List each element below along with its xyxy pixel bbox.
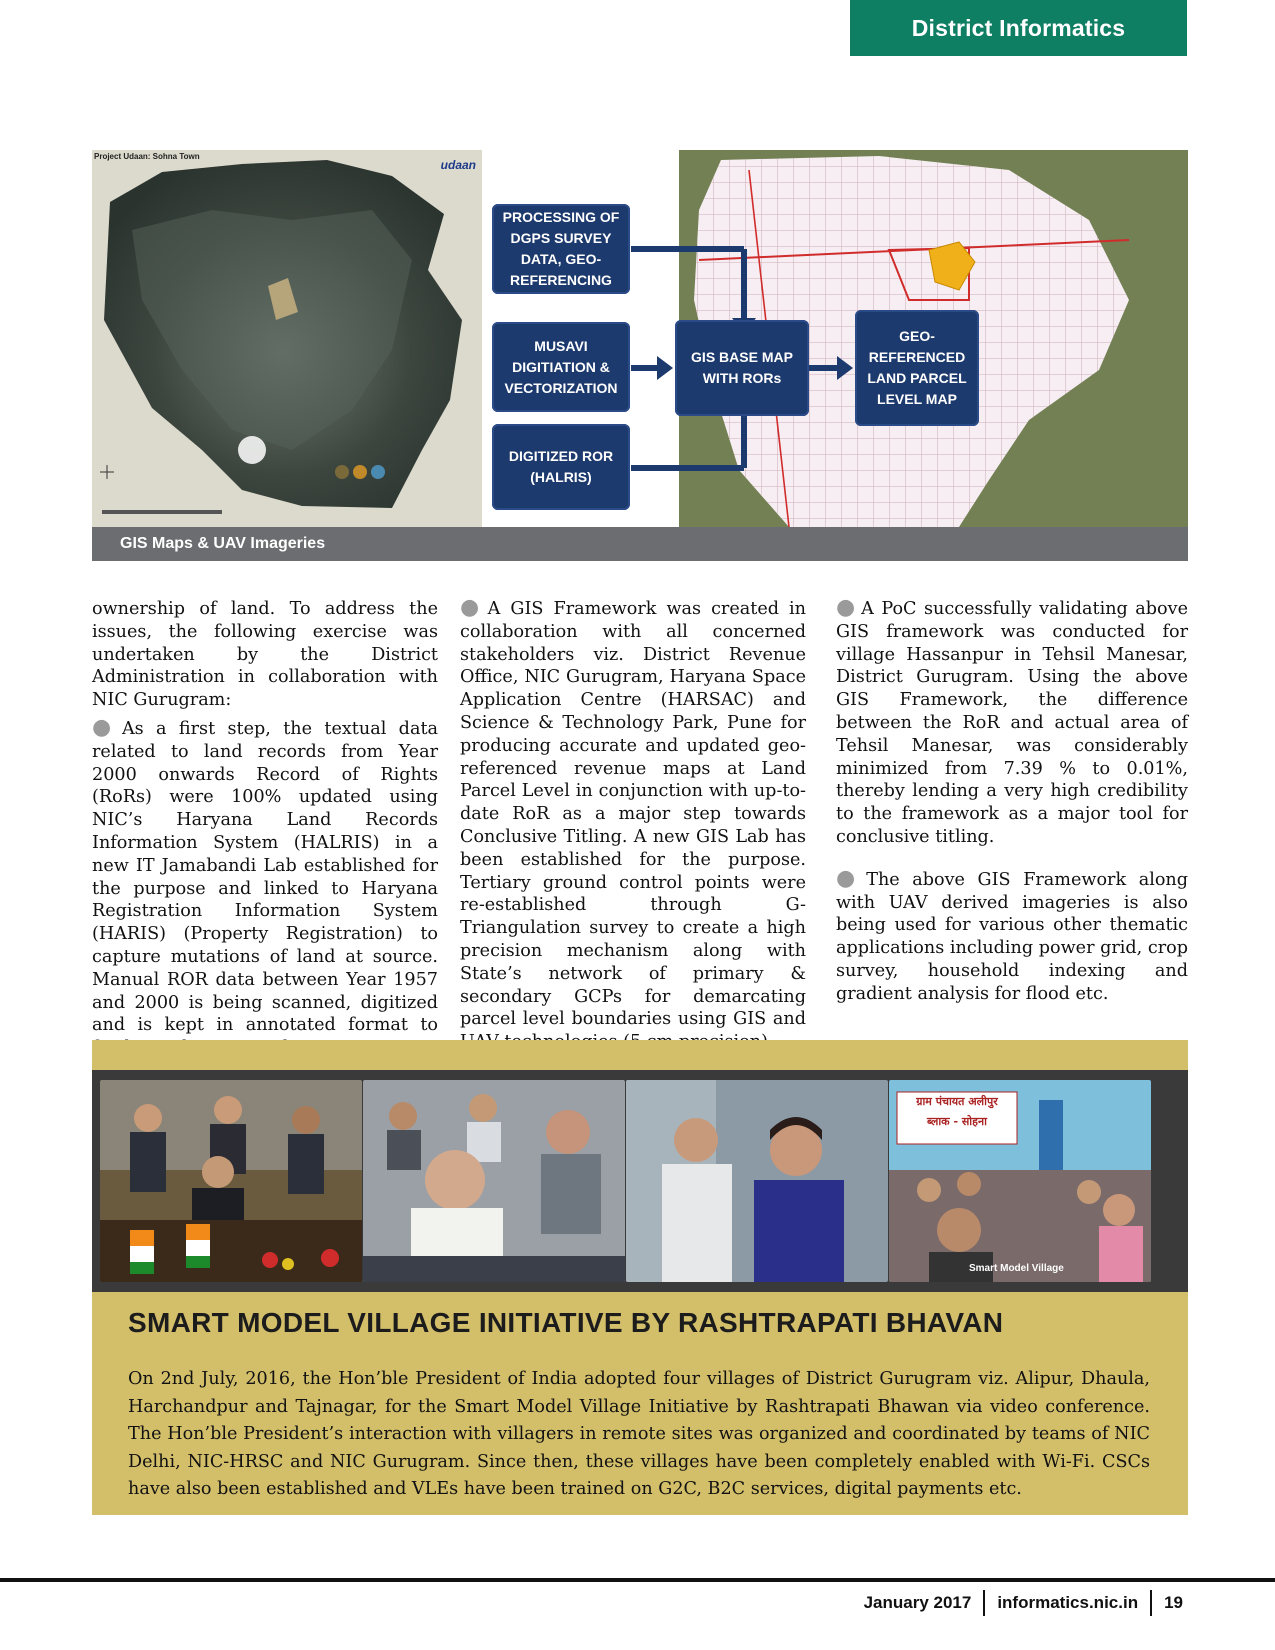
column-2 xyxy=(460,595,806,1054)
photo-caption: Smart Model Village xyxy=(969,1263,1064,1274)
digitized-ror-box: DIGITIZED ROR (HALRIS) xyxy=(492,424,630,510)
georeferenced-map-box: GEO- REFERENCED LAND PARCEL LEVEL MAP xyxy=(855,310,979,426)
satellite-map-graphic xyxy=(92,150,482,527)
footer-separator xyxy=(1150,1590,1152,1616)
officials-photo-graphic xyxy=(626,1080,888,1282)
processing-box: PROCESSING OF DGPS SURVEY DATA, GEO- REFERENCING xyxy=(492,204,630,294)
col3-paragraph-2 xyxy=(836,865,1189,1006)
col2-paragraph-1 xyxy=(460,595,806,1054)
gis-base-map-box: GIS BASE MAP WITH RORs xyxy=(675,320,809,416)
footer-site: informatics.nic.in xyxy=(997,1593,1139,1612)
column-1 xyxy=(92,598,438,1060)
col1-paragraph-1: ownership of land. To address the issues, the following exercise was undertaken by the District Administration in collaboration with NIC Gurugram: xyxy=(92,599,438,711)
figure-caption: GIS Maps & UAV Imageries xyxy=(120,535,326,552)
satellite-map-photo xyxy=(92,150,482,527)
photo-banner-line-1: ग्राम पंचायत अलीपुर xyxy=(916,1095,998,1108)
section-title: District Informatics xyxy=(911,14,1126,41)
musavi-box: MUSAVI DIGITIATION & VECTORIZATION xyxy=(492,322,630,412)
page-number: 19 xyxy=(1164,1593,1183,1612)
col3-paragraph-1 xyxy=(836,595,1188,849)
villagers-photo xyxy=(889,1080,1151,1282)
footer xyxy=(864,1588,1183,1618)
column-3 xyxy=(836,595,1189,1006)
udaan-logo: udaan xyxy=(440,158,476,172)
col3-paragraph-2-text: The above GIS Framework along with UAV derived imageries is also being used for various other thematic applications including power grid, crop survey, household indexing and gradient analysis for flood etc. xyxy=(836,869,1189,1004)
col3-paragraph-1-text: A PoC successfully validating above GIS framework was conducted for village Hassanpur in Tehsil Manesar, District Gurugram. Using the above GIS Framework, the difference between the RoR and actual area of Tehsil Manesar, was considerably minimized from 7.39 % to 0.01%, thereby lending a very high credibility to the framework as a major tool for conclusive titling. xyxy=(836,599,1188,847)
bullet-icon: ● xyxy=(836,865,863,891)
villagers-photo-graphic xyxy=(889,1080,1151,1282)
photo-strip xyxy=(92,1070,1188,1292)
bullet-icon: ● xyxy=(460,595,484,620)
section-tab xyxy=(850,0,1187,56)
photo-banner-line-2: ब्लाक - सोहना xyxy=(927,1115,987,1128)
meeting-photo xyxy=(363,1080,625,1282)
footer-date: January 2017 xyxy=(863,1593,972,1612)
col2-paragraph-1-text: A GIS Framework was created in collaboration with all concerned stakeholders viz. District Revenue Office, NIC Gurugram, Haryana Space Application Centre (HARSAC) and Science & Technology Park, Pune for producing accurate and updated geo-referenced revenue maps at Land Parcel Level in conjunction with up-to-date RoR as a major step towards Conclusive Titling. A new GIS Lab has been established for the purpose. Tertiary ground control points were re-established through G-Triangulation survey to create a high precision mechanism along with State’s network of primary & secondary GCPs for demarcating parcel level boundaries using GIS and xyxy=(460,599,806,1030)
col1-paragraph-2 xyxy=(92,714,438,1060)
meeting-photo-graphic xyxy=(363,1080,625,1282)
col1-paragraph-2-text: As a first step, the textual data related to land records from Year 2000 onwards Record of Rights (RoRs) were 100% updated using NIC’s Haryana Land Records Information System (HALRIS) in a new IT Jamabandi Lab established for the purpose and linked to Haryana Registration Information System (HARIS) (Property Registration) to capture mutations of land at source. Manual ROR data between Year 1957 and 2000 is being scanned, digitized and is kept in annotated format to xyxy=(92,718,438,1036)
president-photo xyxy=(100,1080,362,1282)
smart-village-body: On 2nd July, 2016, the Hon’ble President of India adopted four villages of District Gurugram viz. Alipur, Dhaula, Harchandpur and Tajnagar, for the Smart Model Village Initiative by Rashtrapati Bhawan via video conference. The Hon’ble President’s interaction with villagers in remote sites was organized and coordinated by teams of NIC Delhi, NIC-HRSC and NIC Gurugram. Since then, these villages have been completely enabled with Wi-Fi. CSCs have also been established and VLEs have been trained on G2C, B2C services, digital payments etc. xyxy=(128,1369,1150,1500)
gis-figure xyxy=(92,150,1188,527)
figure-caption-bar xyxy=(92,527,1188,561)
president-photo-graphic xyxy=(100,1080,362,1282)
smart-village-heading: SMART MODEL VILLAGE INITIATIVE BY RASHTRAPATI BHAVAN xyxy=(128,1307,1004,1338)
smart-village-box xyxy=(92,1040,1188,1515)
map-title: Project Udaan: Sohna Town xyxy=(94,152,200,161)
footer-rule xyxy=(0,1578,1275,1582)
officials-photo xyxy=(626,1080,888,1282)
bullet-icon: ● xyxy=(92,714,118,740)
flow-diagram xyxy=(489,150,1188,527)
bullet-icon: ● xyxy=(836,595,858,620)
footer-separator xyxy=(983,1590,985,1616)
